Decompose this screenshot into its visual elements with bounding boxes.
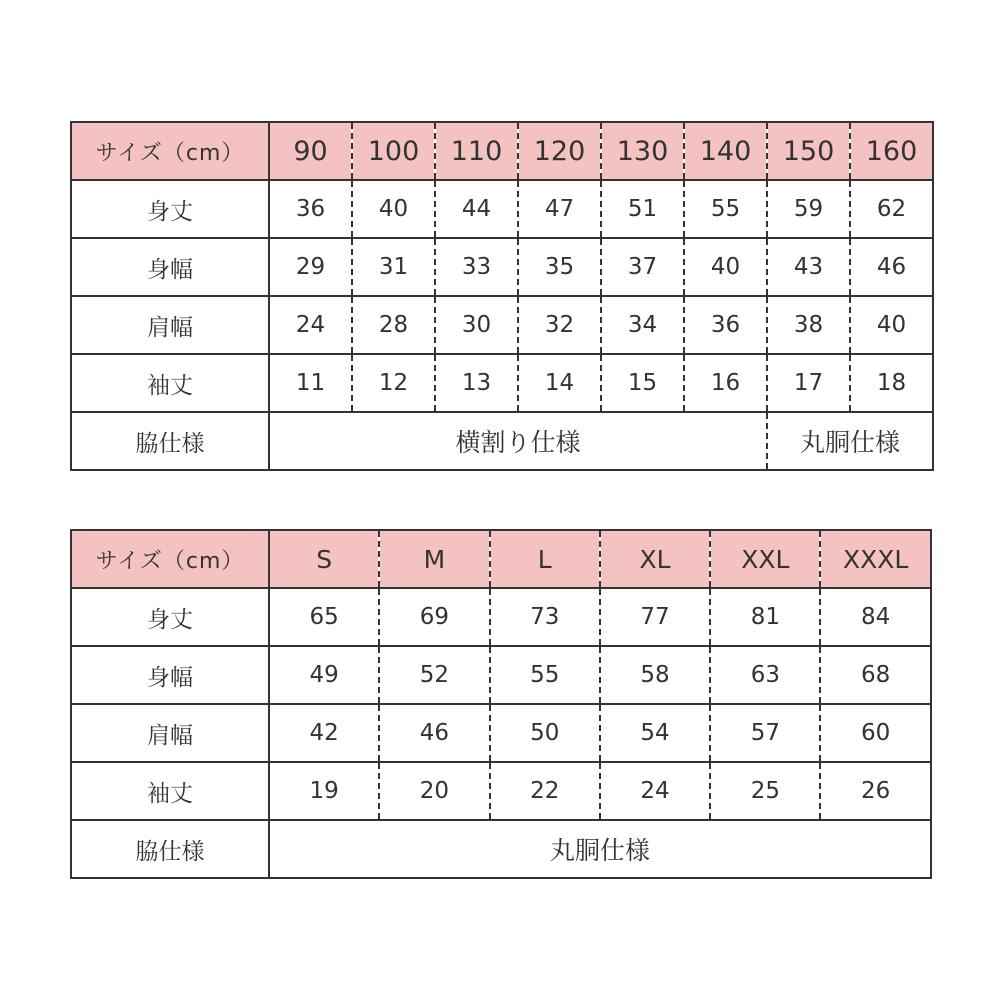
side-spec-value: 横割り仕様 — [269, 412, 767, 470]
value-cell: 55 — [490, 646, 600, 704]
row-label: 肩幅 — [71, 704, 269, 762]
row-label: 身幅 — [71, 238, 269, 296]
value-cell: 40 — [352, 180, 435, 238]
value-cell: 18 — [850, 354, 933, 412]
size-header-cell: 140 — [684, 122, 767, 180]
value-cell: 31 — [352, 238, 435, 296]
value-cell: 57 — [710, 704, 820, 762]
size-header-cell: 110 — [435, 122, 518, 180]
table-header-row — [71, 530, 931, 588]
value-cell: 17 — [767, 354, 850, 412]
spec-row — [71, 412, 933, 470]
value-cell: 20 — [379, 762, 489, 820]
value-cell: 14 — [518, 354, 601, 412]
spec-label: 脇仕様 — [71, 412, 269, 470]
size-header-cell: XXXL — [820, 530, 930, 588]
table-row — [71, 762, 931, 820]
kids-size-table — [70, 121, 934, 471]
table-row — [71, 354, 933, 412]
value-cell: 55 — [684, 180, 767, 238]
row-label: 袖丈 — [71, 762, 269, 820]
value-cell: 42 — [269, 704, 379, 762]
value-cell: 16 — [684, 354, 767, 412]
value-cell: 84 — [820, 588, 930, 646]
value-cell: 24 — [269, 296, 352, 354]
value-cell: 58 — [600, 646, 710, 704]
value-cell: 54 — [600, 704, 710, 762]
table-row — [71, 296, 933, 354]
value-cell: 40 — [850, 296, 933, 354]
table-row — [71, 180, 933, 238]
table-header-row — [71, 122, 933, 180]
value-cell: 26 — [820, 762, 930, 820]
adult-size-table — [70, 529, 932, 879]
value-cell: 34 — [601, 296, 684, 354]
value-cell: 49 — [269, 646, 379, 704]
value-cell: 63 — [710, 646, 820, 704]
value-cell: 36 — [684, 296, 767, 354]
value-cell: 47 — [518, 180, 601, 238]
size-header-cell: 120 — [518, 122, 601, 180]
value-cell: 24 — [600, 762, 710, 820]
side-spec-value: 丸胴仕様 — [767, 412, 933, 470]
size-header-cell: 100 — [352, 122, 435, 180]
value-cell: 60 — [820, 704, 930, 762]
size-header-cell: L — [490, 530, 600, 588]
value-cell: 65 — [269, 588, 379, 646]
row-label: 身丈 — [71, 180, 269, 238]
table-row — [71, 588, 931, 646]
table-row — [71, 238, 933, 296]
table-row — [71, 646, 931, 704]
value-cell: 59 — [767, 180, 850, 238]
row-label: 肩幅 — [71, 296, 269, 354]
value-cell: 44 — [435, 180, 518, 238]
value-cell: 29 — [269, 238, 352, 296]
size-header-cell: 90 — [269, 122, 352, 180]
spec-row — [71, 820, 931, 878]
value-cell: 46 — [379, 704, 489, 762]
row-label: 身幅 — [71, 646, 269, 704]
value-cell: 77 — [600, 588, 710, 646]
side-spec-value: 丸胴仕様 — [269, 820, 931, 878]
value-cell: 50 — [490, 704, 600, 762]
size-header-cell: XL — [600, 530, 710, 588]
value-cell: 52 — [379, 646, 489, 704]
value-cell: 46 — [850, 238, 933, 296]
value-cell: 69 — [379, 588, 489, 646]
size-header-cell: 130 — [601, 122, 684, 180]
value-cell: 38 — [767, 296, 850, 354]
value-cell: 11 — [269, 354, 352, 412]
size-header-label: サイズ（cm） — [71, 122, 269, 180]
value-cell: 40 — [684, 238, 767, 296]
row-label: 袖丈 — [71, 354, 269, 412]
value-cell: 33 — [435, 238, 518, 296]
value-cell: 68 — [820, 646, 930, 704]
size-header-cell: 160 — [850, 122, 933, 180]
value-cell: 12 — [352, 354, 435, 412]
value-cell: 43 — [767, 238, 850, 296]
value-cell: 19 — [269, 762, 379, 820]
table-row — [71, 704, 931, 762]
value-cell: 25 — [710, 762, 820, 820]
value-cell: 51 — [601, 180, 684, 238]
value-cell: 13 — [435, 354, 518, 412]
value-cell: 37 — [601, 238, 684, 296]
row-label: 身丈 — [71, 588, 269, 646]
value-cell: 62 — [850, 180, 933, 238]
value-cell: 30 — [435, 296, 518, 354]
size-header-cell: XXL — [710, 530, 820, 588]
spec-label: 脇仕様 — [71, 820, 269, 878]
value-cell: 28 — [352, 296, 435, 354]
size-header-cell: 150 — [767, 122, 850, 180]
value-cell: 15 — [601, 354, 684, 412]
value-cell: 32 — [518, 296, 601, 354]
size-header-label: サイズ（cm） — [71, 530, 269, 588]
size-header-cell: M — [379, 530, 489, 588]
value-cell: 73 — [490, 588, 600, 646]
value-cell: 36 — [269, 180, 352, 238]
value-cell: 22 — [490, 762, 600, 820]
size-header-cell: S — [269, 530, 379, 588]
value-cell: 81 — [710, 588, 820, 646]
value-cell: 35 — [518, 238, 601, 296]
